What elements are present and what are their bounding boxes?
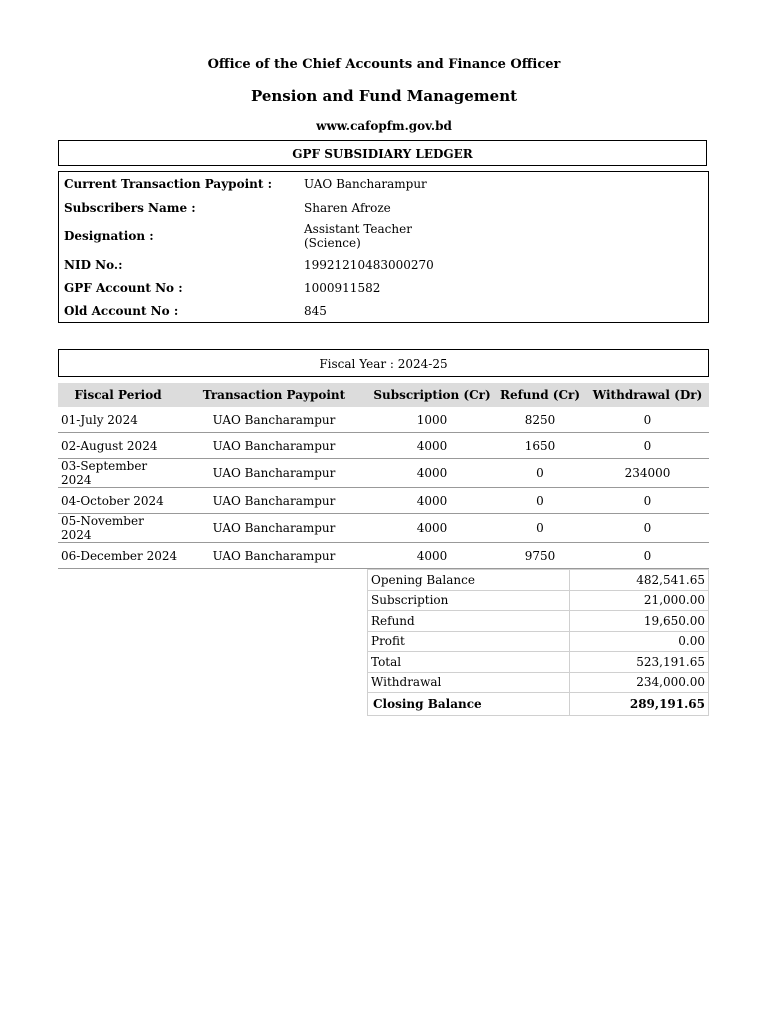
info-value: UAO Bancharampur bbox=[304, 177, 427, 191]
table-cell: 01-July 2024 bbox=[58, 407, 178, 433]
table-cell: 03-September 2024 bbox=[58, 459, 178, 488]
table-cell: 02-August 2024 bbox=[58, 433, 178, 459]
column-header: Fiscal Period bbox=[58, 383, 178, 407]
table-cell: 234000 bbox=[586, 459, 709, 488]
summary-label: Profit bbox=[368, 631, 570, 652]
column-header: Withdrawal (Dr) bbox=[586, 383, 709, 407]
website-text: www.cafopfm.gov.bd bbox=[316, 119, 452, 133]
table-cell: 0 bbox=[586, 433, 709, 459]
info-label: Designation : bbox=[64, 229, 154, 243]
summary-row-closing-balance bbox=[368, 693, 709, 716]
table-cell: 0 bbox=[586, 488, 709, 514]
info-label: Old Account No : bbox=[64, 304, 179, 318]
table-cell: 0 bbox=[586, 543, 709, 569]
department-title: Pension and Fund Management bbox=[250, 87, 518, 105]
summary-label: Total bbox=[368, 652, 570, 673]
summary-value: 19,650.00 bbox=[570, 611, 709, 632]
summary-row-profit bbox=[368, 631, 709, 652]
summary-row-refund bbox=[368, 611, 709, 632]
table-row bbox=[58, 488, 709, 514]
summary-label: Withdrawal bbox=[368, 672, 570, 693]
table-cell: 04-October 2024 bbox=[58, 488, 178, 514]
summary-label: Closing Balance bbox=[368, 693, 570, 716]
summary-value: 234,000.00 bbox=[570, 672, 709, 693]
summary-row-opening-balance bbox=[368, 570, 709, 591]
table-cell: UAO Bancharampur bbox=[178, 433, 370, 459]
summary-row-subscription bbox=[368, 590, 709, 611]
info-value: Assistant Teacher (Science) bbox=[304, 222, 412, 250]
summary-value: 289,191.65 bbox=[570, 693, 709, 716]
table-cell: 05-November 2024 bbox=[58, 514, 178, 543]
fiscal-year-box: Fiscal Year : 2024-25 bbox=[58, 349, 709, 377]
summary-value: 21,000.00 bbox=[570, 590, 709, 611]
summary-label: Opening Balance bbox=[368, 570, 570, 591]
transactions-header-row bbox=[58, 383, 709, 407]
table-row bbox=[58, 543, 709, 569]
column-header: Subscription (Cr) bbox=[370, 383, 494, 407]
info-value: 1000911582 bbox=[304, 281, 381, 295]
table-cell: UAO Bancharampur bbox=[178, 514, 370, 543]
column-header: Refund (Cr) bbox=[494, 383, 586, 407]
office-title: Office of the Chief Accounts and Finance Officer bbox=[207, 57, 561, 72]
table-cell: 0 bbox=[586, 407, 709, 433]
subscriber-info-box bbox=[58, 171, 709, 323]
summary-row-withdrawal bbox=[368, 672, 709, 693]
table-cell: 4000 bbox=[370, 459, 494, 488]
summary-label: Refund bbox=[368, 611, 570, 632]
balance-summary-table bbox=[367, 569, 709, 716]
table-cell: 06-December 2024 bbox=[58, 543, 178, 569]
table-cell: 4000 bbox=[370, 433, 494, 459]
table-cell: UAO Bancharampur bbox=[178, 488, 370, 514]
info-label: GPF Account No : bbox=[64, 281, 183, 295]
table-cell: UAO Bancharampur bbox=[178, 543, 370, 569]
table-cell: 4000 bbox=[370, 488, 494, 514]
ledger-title: GPF SUBSIDIARY LEDGER bbox=[58, 140, 707, 166]
table-cell: 0 bbox=[586, 514, 709, 543]
column-header: Transaction Paypoint bbox=[178, 383, 370, 407]
table-cell: 1000 bbox=[370, 407, 494, 433]
transactions-table bbox=[58, 383, 709, 569]
table-cell: 4000 bbox=[370, 543, 494, 569]
summary-label: Subscription bbox=[368, 590, 570, 611]
table-cell: 0 bbox=[494, 514, 586, 543]
table-cell: 9750 bbox=[494, 543, 586, 569]
summary-value: 0.00 bbox=[570, 631, 709, 652]
table-cell: UAO Bancharampur bbox=[178, 459, 370, 488]
table-cell: 0 bbox=[494, 459, 586, 488]
info-label: Current Transaction Paypoint : bbox=[64, 177, 273, 191]
info-value: Sharen Afroze bbox=[304, 201, 391, 215]
table-cell: 1650 bbox=[494, 433, 586, 459]
summary-value: 482,541.65 bbox=[570, 570, 709, 591]
info-value: 845 bbox=[304, 304, 327, 318]
summary-row-total bbox=[368, 652, 709, 673]
summary-value: 523,191.65 bbox=[570, 652, 709, 673]
table-cell: 0 bbox=[494, 488, 586, 514]
info-value: 19921210483000270 bbox=[304, 258, 434, 272]
table-cell: 8250 bbox=[494, 407, 586, 433]
table-row bbox=[58, 407, 709, 433]
info-label: Subscribers Name : bbox=[64, 201, 196, 215]
table-cell: UAO Bancharampur bbox=[178, 407, 370, 433]
table-row bbox=[58, 459, 709, 488]
table-row bbox=[58, 433, 709, 459]
info-label: NID No.: bbox=[64, 258, 123, 272]
table-row bbox=[58, 514, 709, 543]
table-cell: 4000 bbox=[370, 514, 494, 543]
